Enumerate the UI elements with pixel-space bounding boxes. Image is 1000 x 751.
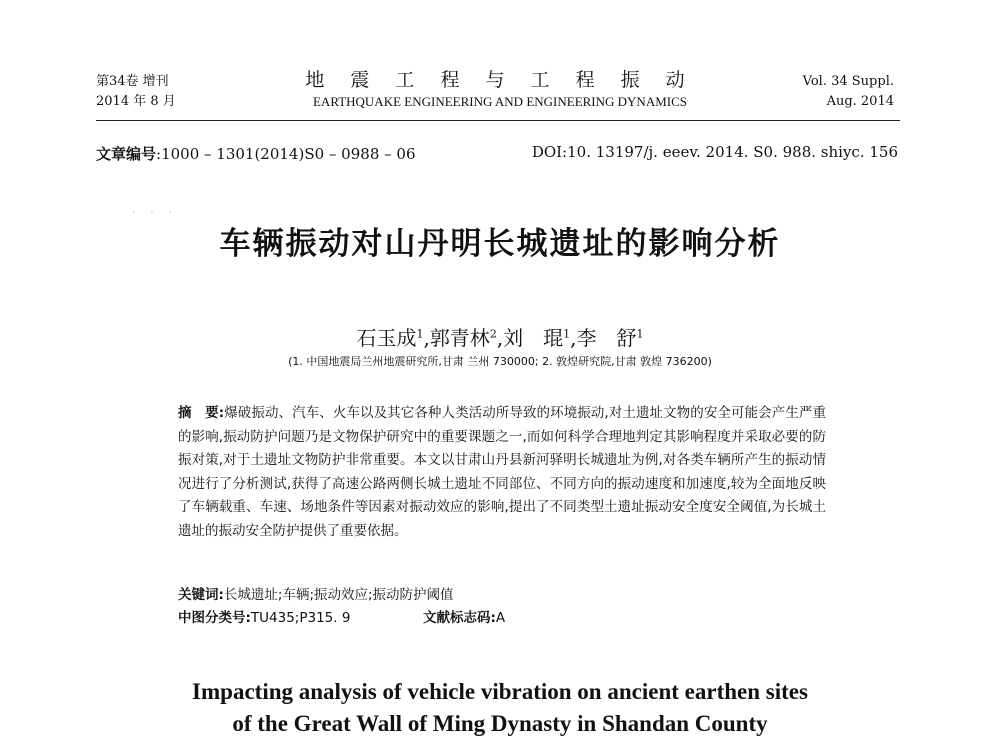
decor-dots: · · · — [132, 208, 178, 219]
author-affil-mark: 1 — [636, 327, 644, 341]
classification — [178, 606, 350, 626]
date-cn: 2014 年 8 月 — [96, 94, 176, 109]
title-en-line2: of the Great Wall of Ming Dynasty in Shandan County — [232, 711, 768, 736]
title-cn: 车辆振动对山丹明长城遗址的影响分析 — [219, 226, 781, 262]
abstract-label: 摘 要: — [178, 405, 225, 421]
journal-name-cn: 地 震 工 程 与 工 程 振 动 — [305, 69, 695, 91]
header-right — [803, 72, 894, 112]
author-list — [0, 322, 1000, 351]
author-separator: , — [423, 326, 430, 350]
abstract-text: 爆破振动、汽车、火车以及其它各种人类活动所导致的环境振动,对土遗址文物的安全可能会产生严重的影响,振动防护问题乃是文物保护研究中的重要课题之一,而如何科学合理地判定其影响程度并采取必要的防振对策,对于土遗址文物防护非常重要。本文以甘肃山丹县新河驿明长城遗址为例,对各类车辆所产生的振动情况进行了分析测试,获得了高速公路两侧长城土遗址不同部位、不同方向的振动速度和加速度,较为全面地反映了车辆载重、车速、场地条件等因素对振动效应的影响,提出了不同类型土遗址振动安全度安全阈值,为长城土遗址的振动安全防护提供了重要依据。 — [178, 405, 826, 539]
author-name: 刘 琨 — [503, 326, 564, 350]
keywords — [178, 583, 454, 603]
article-number-label: 文章编号 — [96, 145, 157, 163]
document-code — [423, 606, 505, 626]
article-number — [96, 143, 415, 164]
header-rule — [96, 120, 900, 121]
author-name: 李 舒 — [576, 326, 637, 350]
keywords-label: 关键词: — [178, 587, 224, 603]
author-separator: , — [570, 326, 577, 350]
volume-en: Vol. 34 Suppl. — [802, 74, 894, 89]
volume-cn: 第34卷 增刊 — [96, 74, 169, 89]
article-number-value: :1000 – 1301(2014)S0 – 0988 – 06 — [156, 145, 416, 163]
classification-label: 中图分类号: — [178, 610, 251, 626]
author-name: 郭青林 — [429, 326, 490, 350]
doi: DOI:10. 13197/j. eeev. 2014. S0. 988. shiyc. 156 — [531, 143, 898, 161]
affiliation: (1. 中国地震局兰州地震研究所,甘肃 兰州 730000; 2. 敦煌研究院,甘肃 敦煌 736200) — [288, 355, 712, 368]
date-en: Aug. 2014 — [826, 94, 894, 109]
author-name: 石玉成 — [356, 326, 417, 350]
journal-name-en: EARTHQUAKE ENGINEERING AND ENGINEERING DYNAMICS — [312, 94, 688, 109]
document-code-text: A — [495, 610, 506, 626]
keywords-text: 长城遗址;车辆;振动效应;振动防护阈值 — [223, 587, 454, 603]
author-separator: , — [496, 326, 504, 350]
author-affil-mark: 1 — [416, 327, 424, 341]
title-en — [0, 676, 1000, 740]
author-affil-mark: 2 — [489, 327, 497, 341]
title-en-line1: Impacting analysis of vehicle vibration on ancient earthen sites — [192, 679, 808, 704]
abstract — [178, 402, 826, 544]
document-code-label: 文献标志码: — [423, 610, 496, 626]
author-affil-mark: 1 — [563, 327, 571, 341]
classification-text: TU435;P315. 9 — [250, 610, 351, 626]
